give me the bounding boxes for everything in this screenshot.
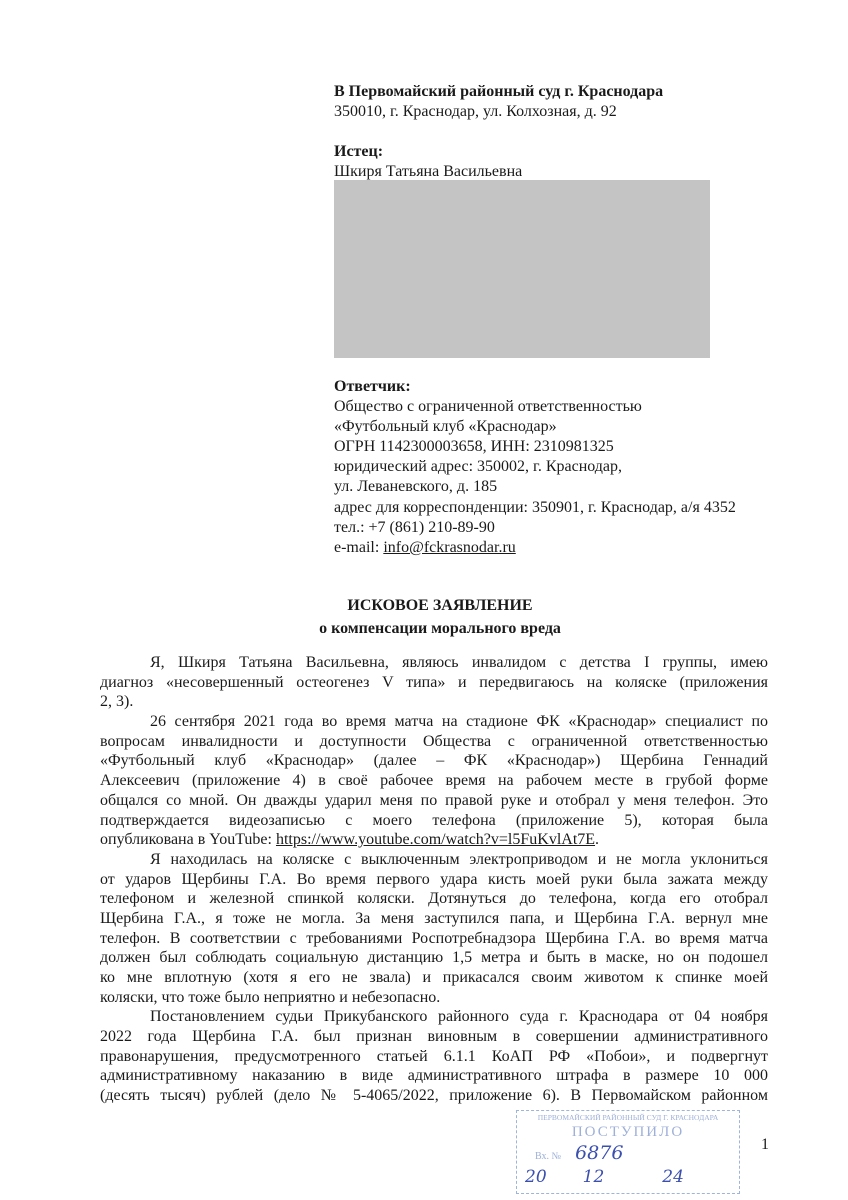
body-line: «Футбольный клуб «Краснодар» (далее – ФК «Краснодар») Щербина Геннадий [100, 752, 768, 770]
stamp-title: ПОСТУПИЛО [571, 1124, 685, 1140]
document-body [100, 653, 768, 1106]
defendant-line: «Футбольный клуб «Краснодар» [334, 418, 557, 436]
youtube-prefix: опубликована в YouTube: [100, 831, 276, 849]
stamp-year: 24 [662, 1167, 684, 1187]
received-stamp [516, 1110, 740, 1194]
plaintiff-name: Шкиря Татьяна Васильевна [334, 163, 523, 181]
stamp-date-row [521, 1165, 735, 1189]
body-line: (десять тысяч) рублей (дело № 5-4065/2022, приложение 6). В Первомайском районном [100, 1087, 768, 1105]
court-header [334, 82, 663, 122]
body-line: 2, 3). [100, 693, 134, 711]
court-address: 350010, г. Краснодар, ул. Колхозная, д. 92 [334, 103, 617, 121]
defendant-line: адрес для корреспонденции: 350901, г. Краснодар, а/я 4352 [334, 498, 736, 516]
page-number: 1 [761, 1136, 769, 1153]
stamp-org: ПЕРВОМАЙСКИЙ РАЙОННЫЙ СУД Г. КРАСНОДАРА [537, 1113, 719, 1122]
youtube-link[interactable]: https://www.youtube.com/watch?v=l5FuKvlAt7E [275, 831, 596, 849]
stamp-number-row [521, 1141, 735, 1165]
stamp-title-row [521, 1123, 735, 1141]
body-line: от ударов Щербины Г.А. Во время первого удара кисть моей руки была зажата между [100, 870, 768, 888]
stamp-day: 20 [525, 1167, 547, 1187]
stamp-org-row [521, 1113, 735, 1123]
email-label: e-mail: [334, 538, 384, 556]
body-line: телефоном и железной спинкой коляски. Дотянуться до телефона, когда его отобрал [100, 890, 768, 908]
body-line: административному наказанию в виде административного штрафа в размере 10 000 [100, 1067, 768, 1085]
defendant-label: Ответчик: [334, 378, 411, 395]
court-name: В Первомайский районный суд г. Краснодара [334, 83, 664, 100]
defendant-line: ОГРН 1142300003658, ИНН: 2310981325 [334, 438, 614, 456]
body-line: Я находилась на коляске с выключенным электроприводом и не могла уклониться [150, 850, 768, 868]
stamp-month: 12 [582, 1167, 605, 1187]
body-line: общался со мной. Он дважды ударил меня по правой руке и отобрал у меня телефон. Это [100, 791, 768, 809]
defendant-email-line [334, 538, 736, 558]
redacted-area [334, 180, 710, 358]
defendant-line: юридический адрес: 350002, г. Краснодар, [334, 458, 623, 476]
defendant-line: Общество с ограниченной ответственностью [334, 398, 642, 416]
body-line: 2022 года Щербина Г.А. был признан виновным в совершении административного [100, 1028, 768, 1046]
body-line: правонарушения, предусмотренного статьей 6.1.1 КоАП РФ «Побои», и подвергнут [100, 1047, 768, 1065]
body-line: Я, Шкиря Татьяна Васильевна, являюсь инвалидом с детства I группы, имею [150, 654, 768, 671]
email-link[interactable]: info@fckrasnodar.ru [383, 538, 516, 556]
body-line [100, 830, 768, 850]
document-title [0, 594, 848, 640]
body-line: подтверждается видеозаписью с моего телефона (приложение 5), которая была [100, 811, 768, 829]
body-line: 26 сентября 2021 года во время матча на стадионе ФК «Краснодар» специалист по [150, 713, 768, 731]
title-line-2: о компенсации морального вреда [319, 620, 561, 637]
body-line: телефон. В соответствии с требованиями Роспотребнадзора Щербина Г.А. во время матча [100, 929, 768, 947]
body-line: Щербина Г.А., я тоже не могла. За меня заступился папа, и Щербина Г.А. вернул мне [100, 909, 768, 927]
title-line-1: ИСКОВОЕ ЗАЯВЛЕНИЕ [347, 597, 533, 614]
body-line: коляски, что тоже было неприятно и небезопасно. [100, 988, 441, 1006]
stamp-number-label: Вх. № [535, 1151, 562, 1162]
body-line: диагноз «несовершенный остеогенез V типа» и передвигаюсь на коляске (приложения [100, 673, 768, 691]
defendant-line: тел.: +7 (861) 210-89-90 [334, 518, 495, 536]
plaintiff-block [334, 142, 522, 182]
defendant-line: ул. Леваневского, д. 185 [334, 478, 498, 496]
plaintiff-label: Истец: [334, 143, 384, 160]
stamp-number: 6876 [575, 1142, 624, 1164]
body-line: должен был соблюдать социальную дистанцию 1,5 метра и быть в маске, но он подошел [100, 949, 768, 967]
body-line: вопросам инвалидности и доступности Общества с ограниченной ответственностью [100, 732, 768, 750]
youtube-suffix: . [595, 831, 600, 849]
body-line: Алексеевич (приложение 4) в своё рабочее время на рабочем месте в грубой форме [100, 772, 768, 790]
body-line: ко мне вплотную (хотя я его не звала) и прикасался своим животом к спинке моей [100, 969, 768, 986]
defendant-block [334, 377, 736, 558]
body-line: Постановлением судьи Прикубанского районного суда г. Краснодара от 04 ноября [150, 1008, 768, 1026]
